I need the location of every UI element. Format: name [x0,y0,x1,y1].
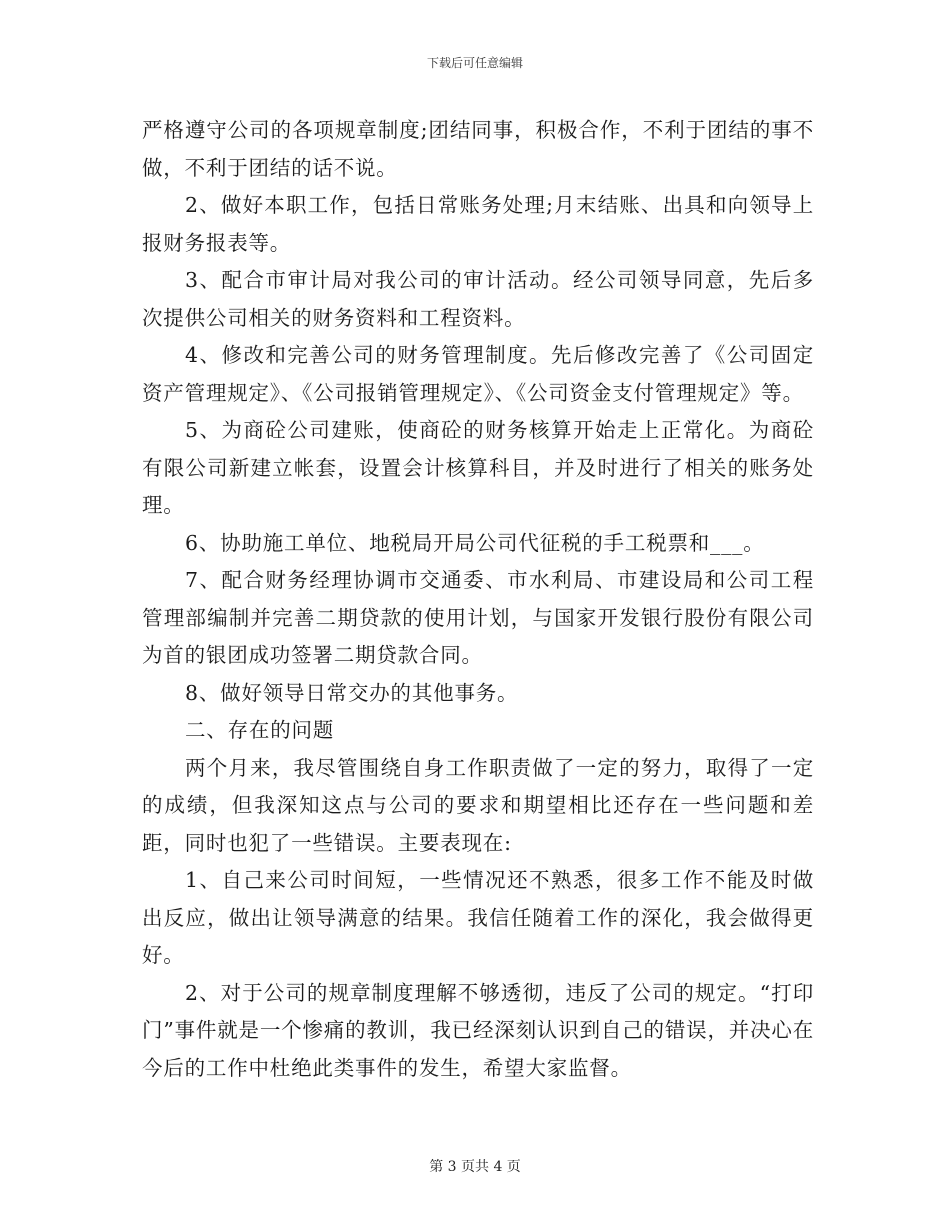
document-body [142,112,814,1087]
paragraph-item-7: 7、配合财务经理协调市交通委、市水利局、市建设局和公司工程管理部编制并完善二期贷款的使用计划，与国家开发银行股份有限公司为首的银团成功签署二期贷款合同。 [142,568,814,667]
paragraph-item-5: 5、为商砼公司建账，使商砼的财务核算开始走上正常化。为商砼有限公司新建立帐套，设置会计核算科目，并及时进行了相关的账务处理。 [142,418,814,517]
page-header: 下载后可任意编辑 [426,56,523,70]
paragraph-item-8: 8、做好领导日常交办的其他事务。 [185,680,519,705]
paragraph-problem-1: 1、自己来公司时间短，一些情况还不熟悉，很多工作不能及时做出反应，做出让领导满意的结果。我信任随着工作的深化，我会做得更好。 [142,868,814,967]
section-heading-problems: 二、存在的问题 [185,718,335,742]
paragraph-summary: 两个月来，我尽管围绕自身工作职责做了一定的努力，取得了一定的成绩，但我深知这点与公司的要求和期望相比还存在一些问题和差距，同时也犯了一些错误。主要表现在: [142,755,814,855]
paragraph-item-6: 6、协助施工单位、地税局开局公司代征税的手工税票和___。 [185,530,765,555]
paragraph-item-4: 4、修改和完善公司的财务管理制度。先后修改完善了《公司固定资产管理规定》、《公司报销管理规定》、《公司资金支付管理规定》等。 [142,343,814,405]
page-footer: 第 3 页共 4 页 [429,1159,521,1175]
paragraph-problem-2: 2、对于公司的规章制度理解不够透彻，违反了公司的规定。“打印门”事件就是一个惨痛的教训，我已经深刻认识到自己的错误，并决心在今后的工作中杜绝此类事件的发生，希望大家监督。 [142,980,814,1080]
paragraph-rules: 严格遵守公司的各项规章制度;团结同事，积极合作，不利于团结的事不做，不利于团结的话不说。 [142,118,814,180]
paragraph-item-3: 3、配合市审计局对我公司的审计活动。经公司领导同意，先后多次提供公司相关的财务资料和工程资料。 [142,268,814,330]
paragraph-item-2: 2、做好本职工作，包括日常账务处理;月末结账、出具和向领导上报财务报表等。 [142,193,814,255]
